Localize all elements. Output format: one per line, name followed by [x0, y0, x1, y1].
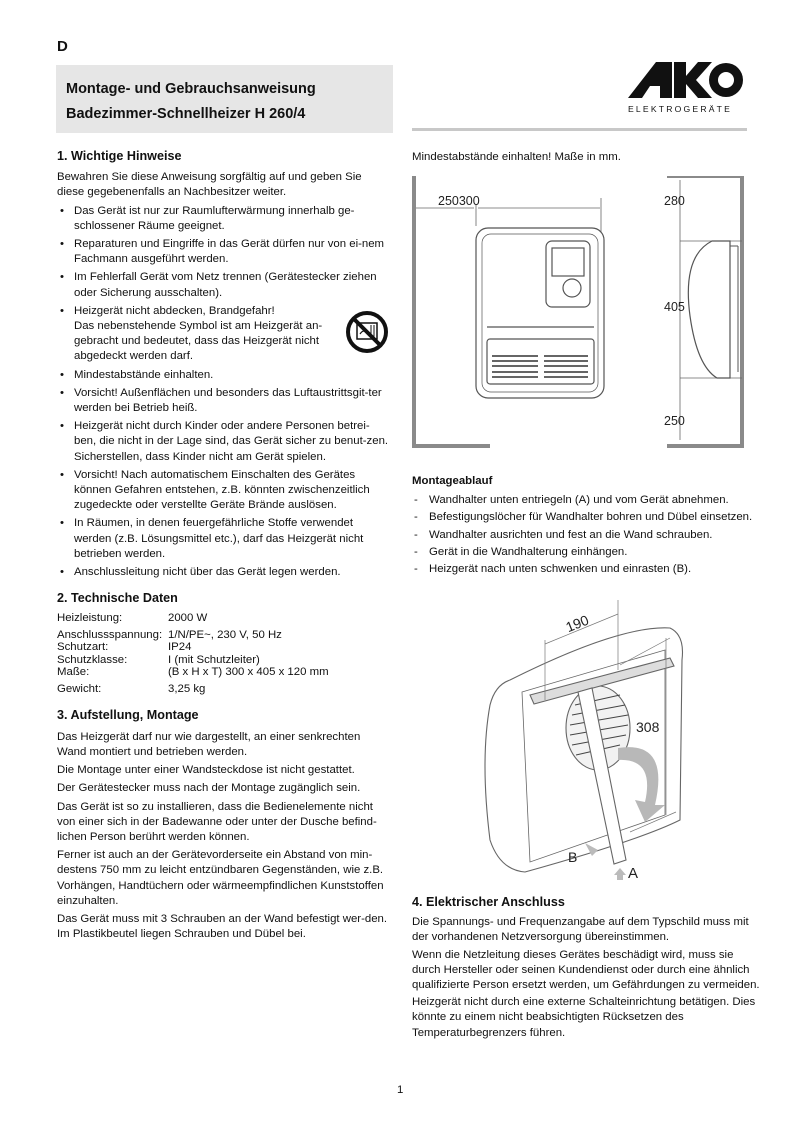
spec-value: IP24 — [168, 641, 192, 654]
spec-value: (B x H x T) 300 x 405 x 120 mm — [168, 666, 329, 679]
spec-value: 1/N/PE~, 230 V, 50 Hz — [168, 628, 282, 641]
label-b: B — [568, 849, 578, 865]
document-title: Montage- und Gebrauchsanweisung — [66, 81, 316, 97]
montage-section — [412, 474, 757, 577]
list-item: • In Räumen, in denen feuergefährliche Stoffe verwendet werden (z.B. Lösungsmittel etc.), darf das Heizgerät nicht betrieben werden. — [57, 516, 389, 562]
list-item: • Vorsicht! Außenflächen und besonders das Luftaustrittsgit-ter werden bei Betrieb heiß. — [57, 386, 389, 416]
spec-label: Schutzart: — [57, 641, 109, 654]
list-item: • Heizgerät nicht durch Kinder oder andere Personen betrei-ben, die nicht in der Lage sind, das Gerät sicher zu benut-zen. Sicherstellen, dass Kinder nicht am Gerät spielen. — [57, 419, 389, 465]
paragraph: Heizgerät nicht durch eine externe Schalteinrichtung betätigen. Dies könnte zu einem nicht beabsichtigten Rücksetzen des Temperaturbegrenzers führen. — [412, 996, 756, 1039]
dim-height-label: 405 — [664, 300, 685, 314]
list-item: • Vorsicht! Nach automatischem Einschalten des Gerätes können Gefahren entstehen, z.B. könnten zwischenzeitlich zugedeckte oder verstellte Geräte Brände auslösen. — [57, 468, 389, 514]
product-title: Badezimmer-Schnellheizer H 260/4 — [66, 106, 306, 122]
section2-heading: 2. Technische Daten — [57, 591, 178, 606]
paragraph: Das Heizgerät darf nur wie dargestellt, an einer senkrechten Wand montiert und betrieben werden. — [57, 730, 361, 758]
spec-label: Schutzklasse: — [57, 653, 128, 666]
list-item: • Im Fehlerfall Gerät vom Netz trennen (Gerätestecker ziehen oder Sicherung ausschalten). — [57, 270, 389, 300]
language-marker: D — [57, 38, 68, 55]
spec-label: Gewicht: — [57, 682, 102, 695]
spec-value: 3,25 kg — [168, 682, 206, 695]
paragraph: Die Spannungs- und Frequenzangabe auf dem Typschild muss mit der vorhandenen Netzversorgung übereinstimmen. — [412, 916, 749, 944]
spec-label: Anschlussspannung: — [57, 628, 163, 641]
symbol-note: Das nebenstehende Symbol ist am Heizgerät an-gebracht und bedeutet, dass das Heizgerät nicht abgedeckt werden darf. — [74, 320, 323, 363]
label-a: A — [628, 865, 639, 880]
list-item-symbol — [57, 304, 389, 365]
list-item-text: • Heizgerät nicht abdecken, Brandgefahr! — [74, 304, 275, 317]
list-item: • Mindestabstände einhalten. — [57, 368, 389, 383]
montage-step: - Wandhalter unten entriegeln (A) und vom Gerät abnehmen. — [412, 493, 757, 508]
title-box — [56, 65, 393, 133]
ako-logo-icon — [626, 60, 746, 102]
section3-heading: 3. Aufstellung, Montage — [57, 708, 199, 723]
montage-step: - Befestigungslöcher für Wandhalter bohren und Dübel einsetzen. — [412, 510, 757, 525]
logo-subtitle: ELEKTROGERÄTE — [628, 104, 733, 114]
montage-heading: Montageablauf — [412, 475, 493, 487]
heater-side-icon — [688, 241, 730, 378]
heater-front-icon — [476, 228, 604, 398]
clearance-diagram — [412, 176, 747, 456]
spec-value: I (mit Schutzleiter) — [168, 653, 260, 666]
dim-bracket-label: 190 — [563, 611, 591, 636]
section4 — [412, 895, 762, 1041]
header-divider — [412, 128, 747, 131]
dim-bottom-label: 250 — [664, 414, 685, 428]
diagram1-caption: Mindestabstände einhalten! Maße in mm. — [412, 151, 621, 163]
montage-step: - Wandhalter ausrichten und fest an die Wand schrauben. — [412, 528, 757, 543]
paragraph: Ferner ist auch an der Gerätevorderseite ein Abstand von min-destens 750 mm zu leicht entzündbaren Gegenständen, wie z.B. Vorhängen, Handtüchern oder wärmeempfindlichen Kunststoffen einzuhalten. — [57, 849, 384, 907]
dim-308-label: 308 — [636, 719, 660, 735]
paragraph: Der Gerätestecker muss nach der Montage zugänglich sein. — [57, 782, 361, 795]
section4-heading: 4. Elektrischer Anschluss — [412, 895, 565, 909]
paragraph: Die Montage unter einer Wandsteckdose ist nicht gestattet. — [57, 764, 355, 777]
do-not-cover-icon — [345, 310, 389, 354]
section1-heading: 1. Wichtige Hinweise — [57, 149, 182, 163]
list-item: • Das Gerät ist nur zur Raumlufterwärmung innerhalb ge-schlossener Räume geeignet. — [57, 204, 389, 234]
paragraph: Das Gerät muss mit 3 Schrauben an der Wand befestigt wer-den. Im Plastikbeutel liegen Schrauben und Dübel bei. — [57, 912, 388, 941]
paragraph: Das Gerät ist so zu installieren, dass die Bedienelemente nicht von einer sich in der Badewanne oder unter der Dusche befind-lichen Person berührt werden können. — [57, 800, 377, 843]
spec-value: 2000 W — [168, 612, 208, 625]
spec-label: Heizleistung: — [57, 612, 123, 625]
section1-intro: Bewahren Sie diese Anweisung sorgfältig auf und geben Sie diese gegebenenfalls an Nachbesitzer weiter. — [57, 171, 362, 199]
dim-side-label: 250300 — [438, 194, 480, 208]
montage-step: - Heizgerät nach unten schwenken und einrasten (B). — [412, 562, 757, 577]
list-item: • Anschlussleitung nicht über das Gerät legen werden. — [57, 565, 389, 580]
list-item: • Reparaturen und Eingriffe in das Gerät dürfen nur von ei-nem Fachmann ausgeführt werden. — [57, 237, 389, 267]
mounting-diagram — [470, 600, 710, 880]
tech-data-table — [57, 612, 389, 695]
ako-logo — [626, 60, 746, 120]
page-number: 1 — [397, 1084, 404, 1096]
arrow-a-icon — [614, 868, 626, 880]
left-column — [57, 149, 389, 942]
dim-top-label: 280 — [664, 194, 685, 208]
montage-step: - Gerät in die Wandhalterung einhängen. — [412, 545, 757, 560]
paragraph: Wenn die Netzleitung dieses Gerätes beschädigt wird, muss sie durch Hersteller oder seinen Kundendienst oder durch eine ähnlich qualifizierte Person ersetzt werden, um Gefährdungen zu vermeiden. — [412, 948, 760, 992]
spec-label: Maße: — [57, 666, 90, 679]
